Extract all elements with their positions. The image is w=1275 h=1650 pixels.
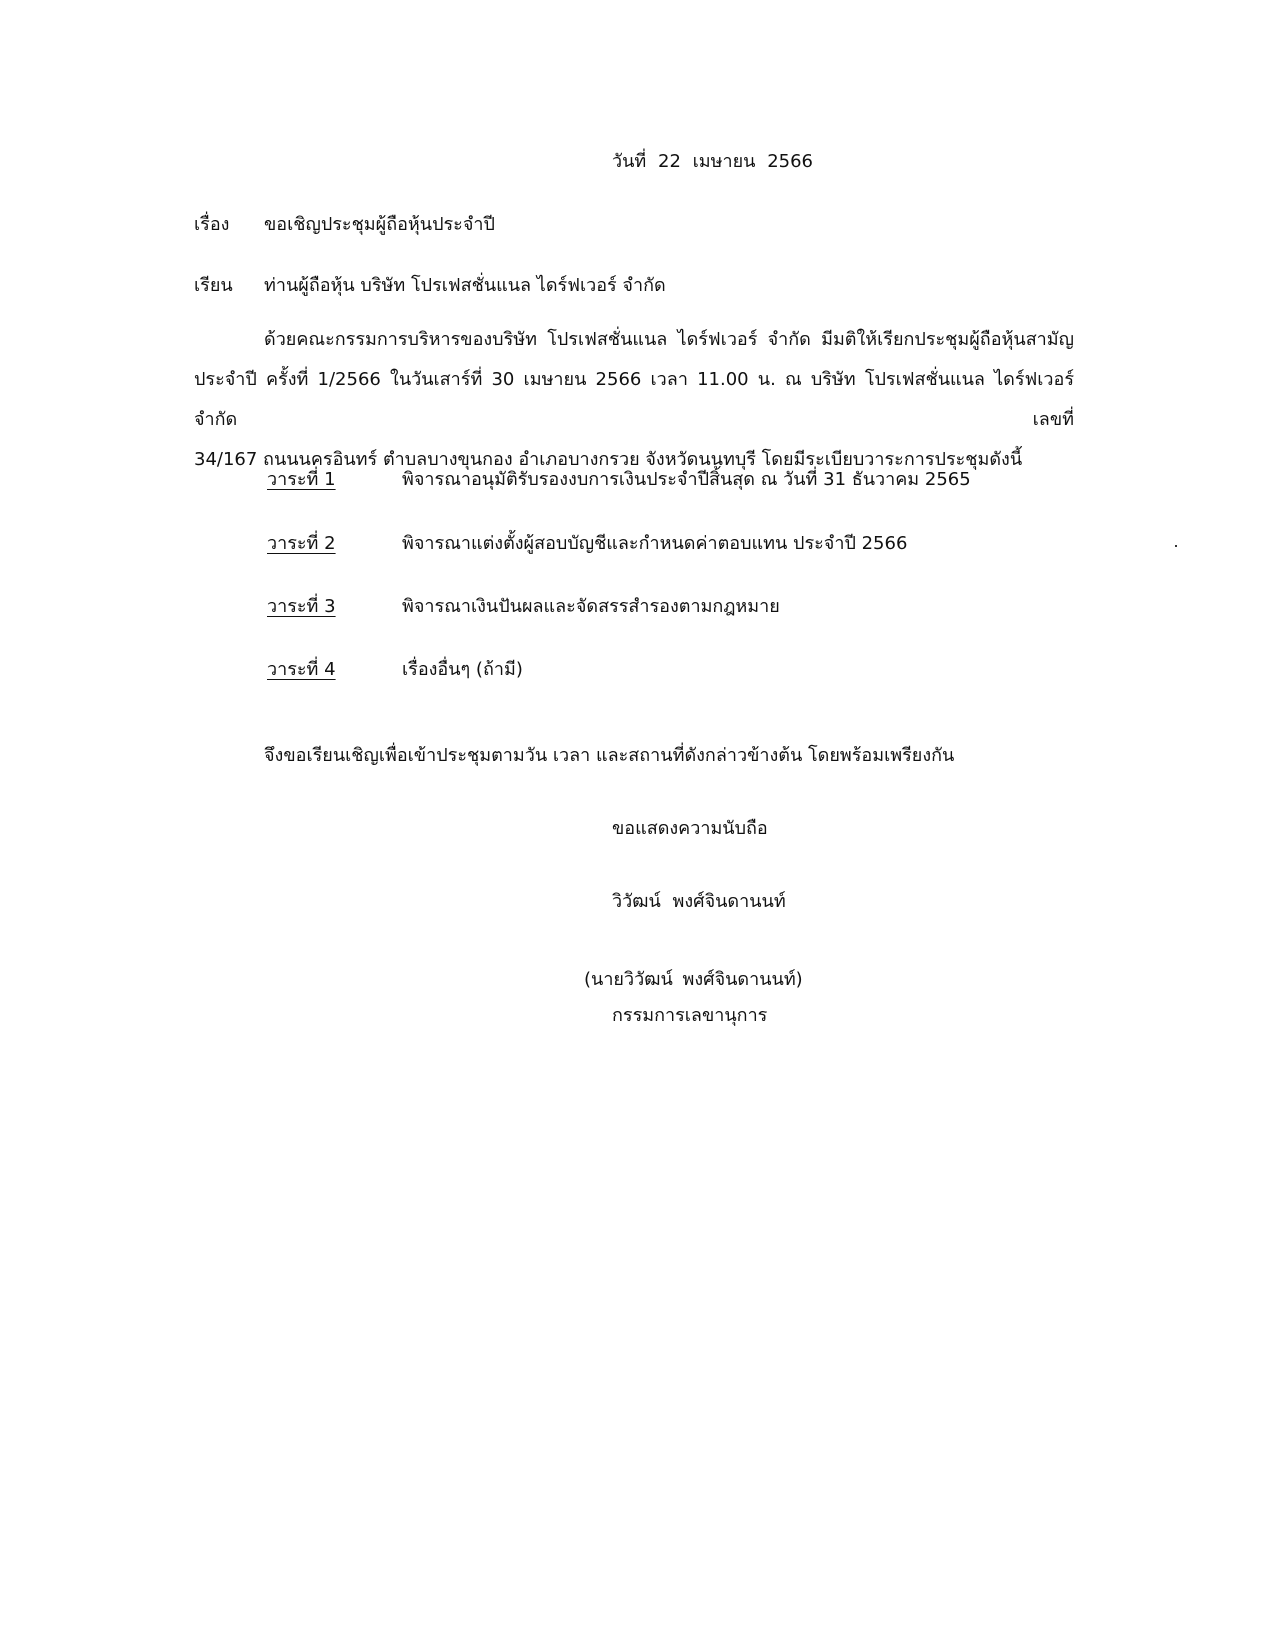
agenda-text-2: พิจารณาแต่งตั้งผู้สอบบัญชีและกำหนดค่าตอบแทน ประจำปี 2566 [402, 533, 908, 554]
body-line: ประจำปี ครั้งที่ 1/2566 ในวันเสาร์ที่ 30 เมษายน 2566 เวลา 11.00 น. ณ บริษัท โปรเฟสชั่นแนล ไดร์ฟเวอร์ จำกัด เลขที่ [194, 369, 1074, 430]
subject-text: ขอเชิญประชุมผู้ถือหุ้นประจำปี [264, 214, 495, 235]
signature-full-name: (นายวิวัฒน์ พงศ์จินดานนท์) [584, 969, 803, 990]
recipient-text: ท่านผู้ถือหุ้น บริษัท โปรเฟสชั่นแนล ไดร์ฟเวอร์ จำกัด [264, 275, 666, 296]
body-line: ด้วยคณะกรรมการบริหารของบริษัท โปรเฟสชั่นแนล ไดร์ฟเวอร์ จำกัด มีมติให้เรียกประชุมผู้ถือหุ้นสามัญ [264, 329, 1074, 350]
subject-label: เรื่อง [194, 214, 230, 235]
signature-name: วิวัฒน์ พงศ์จินดานนท์ [612, 891, 786, 912]
signature-title: กรรมการเลขานุการ [612, 1005, 768, 1026]
agenda-text-1: พิจารณาอนุมัติรับรองงบการเงินประจำปีสิ้นสุด ณ วันที่ 31 ธันวาคม 2565 [402, 469, 971, 490]
body-paragraph [194, 320, 1074, 480]
agenda-label-2: วาระที่ 2 [267, 533, 336, 554]
agenda-text-4: เรื่องอื่นๆ (ถ้ามี) [402, 659, 523, 680]
closing-paragraph: จึงขอเรียนเชิญเพื่อเข้าประชุมตามวัน เวลา และสถานที่ดังกล่าวข้างต้น โดยพร้อมเพรียงกัน [264, 745, 955, 766]
recipient-label: เรียน [194, 275, 233, 296]
closing-regards: ขอแสดงความนับถือ [612, 818, 768, 839]
agenda-label-1: วาระที่ 1 [267, 469, 336, 490]
stray-dot [1175, 545, 1177, 547]
agenda-label-4: วาระที่ 4 [267, 659, 336, 680]
agenda-label-3: วาระที่ 3 [267, 596, 336, 617]
letter-date: วันที่ 22 เมษายน 2566 [612, 151, 813, 172]
body-line: 34/167 ถนนนครอินทร์ ตำบลบางขุนกอง อำเภอบางกรวย จังหวัดนนทบุรี โดยมีระเบียบวาระการประชุมดังนี้ [194, 449, 1023, 470]
agenda-text-3: พิจารณาเงินปันผลและจัดสรรสำรองตามกฎหมาย [402, 596, 780, 617]
